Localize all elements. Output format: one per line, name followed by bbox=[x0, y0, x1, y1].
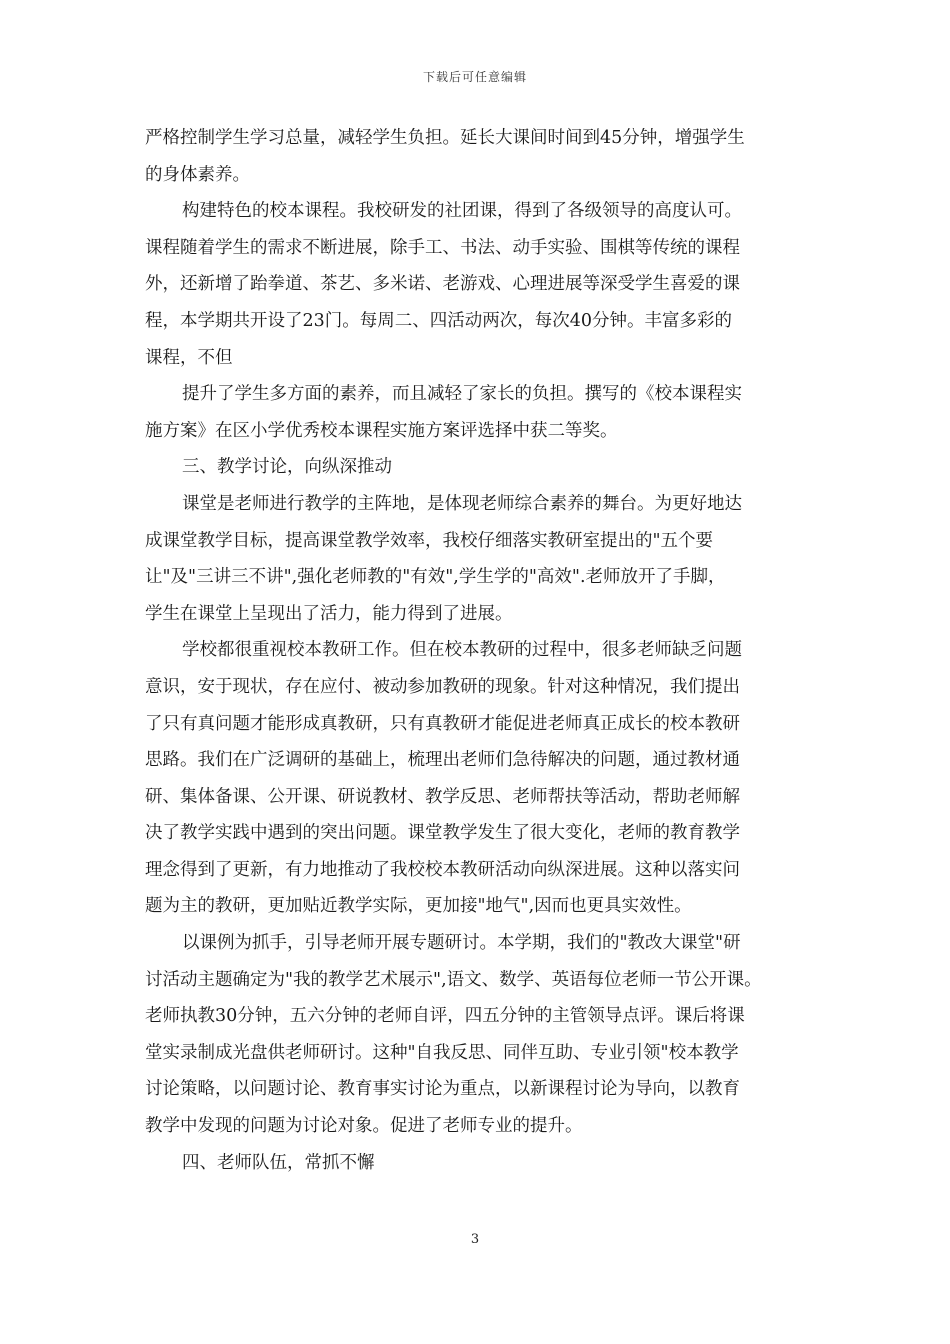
text-line: 施方案》在区小学优秀校本课程实施方案评选择中获二等奖。 bbox=[145, 420, 618, 441]
document-body bbox=[145, 120, 815, 1181]
text-line: 课程随着学生的需求不断进展，除手工、书法、动手实验、围棋等传统的课程 bbox=[145, 237, 740, 258]
page-number: 3 bbox=[470, 1232, 480, 1247]
text-line: 意识，安于现状，存在应付、被动参加教研的现象。针对这种情况，我们提出 bbox=[145, 676, 740, 697]
text-line: 以课例为抓手，引导老师开展专题研讨。本学期，我们的"教改大课堂"研 bbox=[182, 933, 741, 954]
text-line: 学校都很重视校本教研工作。但在校本教研的过程中，很多老师缺乏问题 bbox=[182, 640, 742, 661]
text-line: 课堂是老师进行教学的主阵地，是体现老师综合素养的舞台。为更好地达 bbox=[182, 493, 742, 514]
text-line: 讨活动主题确定为"我的教学艺术展示",语文、数学、英语每位老师一节公开课。 bbox=[145, 969, 762, 990]
text-line: 严格控制学生学习总量，减轻学生负担。延长大课间时间到45分钟，增强学生 bbox=[145, 128, 745, 148]
text-line: 理念得到了更新，有力地推动了我校校本教研活动向纵深进展。这种以落实问 bbox=[145, 859, 740, 880]
text-line: 老师执教30分钟，五六分钟的老师自评，四五分钟的主管领导点评。课后将课 bbox=[145, 1006, 745, 1027]
text-line: 构建特色的校本课程。我校研发的社团课，得到了各级领导的高度认可。 bbox=[182, 201, 742, 222]
text-line: 了只有真问题才能形成真教研，只有真教研才能促进老师真正成长的校本教研 bbox=[145, 713, 740, 734]
text-line: 程，本学期共开设了23门。每周二、四活动两次，每次40分钟。丰富多彩的 bbox=[145, 310, 733, 331]
text-line: 思路。我们在广泛调研的基础上，梳理出老师们急待解决的问题，通过教材通 bbox=[145, 750, 740, 771]
text-line: 外，还新增了跆拳道、茶艺、多米诺、老游戏、心理进展等深受学生喜爱的课 bbox=[145, 274, 740, 295]
text-line: 三、教学讨论，向纵深推动 bbox=[182, 457, 392, 478]
text-line: 教学中发现的问题为讨论对象。促进了老师专业的提升。 bbox=[145, 1116, 583, 1137]
text-line: 学生在课堂上呈现出了活力，能力得到了进展。 bbox=[145, 603, 513, 624]
text-line: 决了教学实践中遇到的突出问题。课堂教学发生了很大变化，老师的教育教学 bbox=[145, 823, 740, 844]
text-line: 的身体素养。 bbox=[145, 164, 250, 185]
text-line: 课程，不但 bbox=[145, 347, 233, 368]
page-header: 下载后可任意编辑 bbox=[422, 70, 527, 84]
text-line: 研、集体备课、公开课、研说教材、教学反思、老师帮扶等活动，帮助老师解 bbox=[145, 786, 740, 807]
text-line: 提升了学生多方面的素养，而且减轻了家长的负担。撰写的《校本课程实 bbox=[182, 384, 742, 405]
text-line: 讨论策略，以问题讨论、教育事实讨论为重点，以新课程讨论为导向，以教育 bbox=[145, 1079, 740, 1100]
text-line: 堂实录制成光盘供老师研讨。这种"自我反思、同伴互助、专业引领"校本教学 bbox=[145, 1042, 739, 1063]
text-line: 让"及"三讲三不讲",强化老师教的"有效",学生学的"高效".老师放开了手脚， bbox=[145, 567, 726, 588]
text-line: 成课堂教学目标，提高课堂教学效率，我校仔细落实教研室提出的"五个要 bbox=[145, 530, 714, 551]
text-line: 四、老师队伍，常抓不懈 bbox=[182, 1152, 375, 1173]
text-line: 题为主的教研，更加贴近教学实际，更加接"地气",因而也更具实效性。 bbox=[145, 896, 692, 917]
